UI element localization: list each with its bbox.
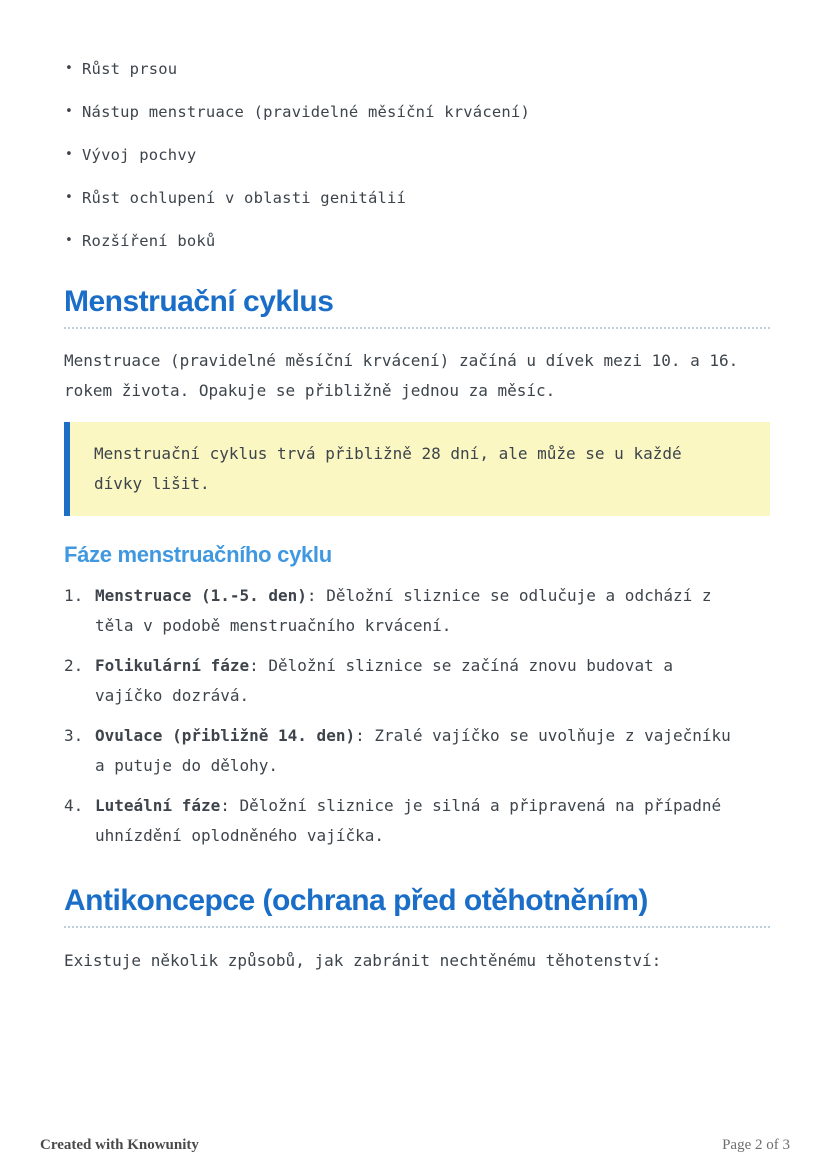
phase-text <box>95 791 735 851</box>
bullet-list-item <box>65 226 770 256</box>
phase-text <box>95 651 735 711</box>
bullet-icon: • <box>65 190 74 205</box>
phase-lead: Menstruace (1.-5. den) <box>95 586 307 605</box>
bullet-icon: • <box>65 233 74 248</box>
page-footer <box>0 1137 828 1171</box>
phase-number: 4. <box>64 796 84 815</box>
bullet-item-label: Rozšíření boků <box>82 232 216 250</box>
bullet-list-item <box>65 140 770 170</box>
phase-description: : Děložní sliznice je silná a připravená na případné uhnízdění oplodněného vajíčka. <box>95 796 722 845</box>
phase-description: : Děložní sliznice se odlučuje a odchází z těla v podobě menstruačního krvácení. <box>95 586 712 635</box>
bullet-list-item <box>65 97 770 127</box>
phase-number: 3. <box>64 726 84 745</box>
callout-text: Menstruační cyklus trvá přibližně 28 dní, ale může se u každé dívky lišit. <box>94 444 682 493</box>
bullet-item-label: Nástup menstruace (pravidelné měsíční krvácení) <box>82 103 530 121</box>
section-title-menstrual-cycle: Menstruační cyklus <box>64 284 770 329</box>
subsection-title-phases: Fáze menstruačního cyklu <box>64 542 332 567</box>
cycle-phases-list <box>64 581 770 851</box>
bullet-icon: • <box>65 104 74 119</box>
phase-text <box>95 721 735 781</box>
menstrual-cycle-paragraph: Menstruace (pravidelné měsíční krvácení) začíná u dívek mezi 10. a 16. rokem života. Opakuje se přibližně jednou za měsíc. <box>64 351 739 400</box>
bullet-item-label: Růst ochlupení v oblasti genitálií <box>82 189 407 207</box>
bullet-icon: • <box>65 61 74 76</box>
phase-lead: Folikulární fáze <box>95 656 250 675</box>
highlight-callout-box <box>64 422 770 516</box>
bullet-list-item <box>65 54 770 84</box>
phase-list-item <box>64 721 770 781</box>
phase-number: 1. <box>64 586 84 605</box>
phase-list-item <box>64 581 770 641</box>
phase-text <box>95 581 735 641</box>
phase-list-item <box>64 651 770 711</box>
phase-number: 2. <box>64 656 84 675</box>
bullet-item-label: Růst prsou <box>82 60 178 78</box>
section-title-contraception: Antikoncepce (ochrana před otěhotněním) <box>64 883 770 928</box>
bullet-item-label: Vývoj pochvy <box>82 146 197 164</box>
bullet-icon: • <box>65 147 74 162</box>
footer-created-with: Created with Knowunity <box>40 1137 199 1153</box>
phase-lead: Luteální fáze <box>95 796 221 815</box>
phase-list-item <box>64 791 770 851</box>
puberty-changes-list <box>64 54 770 256</box>
phase-lead: Ovulace (přibližně 14. den) <box>95 726 356 745</box>
bullet-list-item <box>65 183 770 213</box>
footer-page-number: Page 2 of 3 <box>722 1137 790 1153</box>
phase-description: : Zralé vajíčko se uvolňuje z vaječníku a putuje do dělohy. <box>95 726 731 775</box>
phase-description: : Děložní sliznice se začíná znovu budovat a vajíčko dozrává. <box>95 656 673 705</box>
contraception-paragraph: Existuje několik způsobů, jak zabránit nechtěnému těhotenství: <box>64 951 662 970</box>
